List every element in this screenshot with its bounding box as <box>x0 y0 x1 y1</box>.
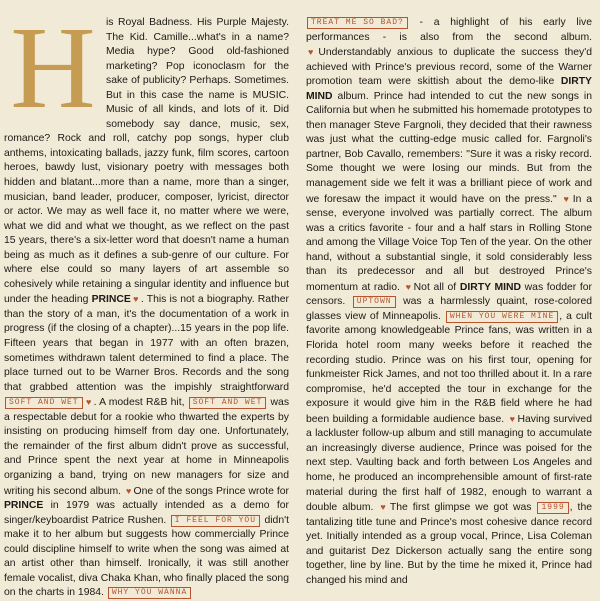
body-text: Not all of <box>413 281 460 293</box>
song-title-when-you-were-mine: WHEN YOU WERE MINE <box>446 311 558 323</box>
body-text: . This is not a biography. Rather than the story of a man, it's the documentation of a work in progress (if the closing of a chapter)...15 years in the pop life. Fifteen years that began in 1977 with an often brazen, sometimes withdrawn talent determined to find a place. The place turned out to be Warner Bros. Records and the song that grabbed attention was the impishly straightforward <box>4 294 289 393</box>
prince-name: PRINCE <box>91 294 131 306</box>
right-paragraph <box>306 16 592 588</box>
body-text: was a harmlessly quaint, rose-colored glasses view of Minneapolis. <box>306 296 593 322</box>
heart-icon: ♥ <box>308 47 317 58</box>
intro-text: is Royal Badness. His Purple Majesty. The Kid. Camille...what's in a name? Media hype? Good old-fashioned marketing? Pop iconoclasm for the sake of publicity? Perhaps. Sometimes. But in this case the name is MUSIC. Music of all kinds, and lots of it. Did somebody say dance, music, sex, romance? Rock and roll, catchy pop songs, hyper club anthems, intoxicating ballads, jazzy funk, film scores, cartoon heroes, bawdy lust, visionary poetry with messages both hidden and blatant...more than a name, more than a singer, musician, band leader, producer, composer, lyricist, director or actor. We may as well face it, no matter where we were, what we did and what we thought, as we reflect on the past 15 years, there's a six-letter word that doesn't name a human being as much as it defines a sub-genre of our culture. For where else could so many layers of art assemble so cohesively while retaining a singular identity and influence but under the heading <box>4 17 289 306</box>
body-text: Understandably anxious to duplicate the success they'd achieved with Prince's previous record, some of the Warner promotion team were skittish about the demo-like <box>306 47 592 88</box>
left-paragraph <box>4 2 290 601</box>
body-text: was a respectable debut for a rookie who thwarted the experts by insisting on producing himself from day one. Unfortunately, the remainder of the first album didn't prove as successful, and Prince spent the next year at home in Minneapolis organizing a band, trying on new managers for size and writing his second album. <box>4 397 290 497</box>
body-text: didn't make it to her album but suggests how commercially Prince could discipline himself to write when the song was aimed at an artist other than himself. Ironically, it was still another female vocalist, diva Chaka Khan, who finally placed the song on the charts in 1984. <box>4 514 289 599</box>
song-title-i-feel-for-you: I FEEL FOR YOU <box>171 515 260 527</box>
body-text: , the tantalizing title tune and Prince's most cohesive dance record yet. Initially intended as a group vocal, Prince, Lisa Coleman and guitarist Dez Dickerson actually sang the entire song together, line by line. But by the time he mixed it, Prince had changed his mind and <box>306 502 592 586</box>
dirty-mind-album-name: DIRTY MIND <box>459 281 522 293</box>
body-text: , a cult favorite among knowledgeable Prince fans, was written in a Florida hotel room many weeks before it reached the recording studio. Prince was on his first tour, opening for funkmeister Rick James, and not too thrilled about it. In a rare compromise, he'd accepted the tour in exchange for the exposure it would give him in the R&B field where he had been building a formidable audience base. <box>306 310 592 425</box>
song-title-uptown: UPTOWN <box>353 296 396 308</box>
song-title-soft-and-wet: SOFT AND WET <box>189 397 267 409</box>
body-text: was fodder for censors. <box>306 281 593 308</box>
heart-icon: ♥ <box>405 281 412 292</box>
heart-icon: ♥ <box>380 502 388 513</box>
body-text: Having survived a lackluster follow-up album and still managing to accumulate an increasingly diverse audience, Prince was poised for the next step. Vaulting back and forth between Los Angeles and home, he produced an incomprehensible amount of first-rate material during the first half of 1982, enough to warrant a double album. <box>306 413 592 514</box>
song-title-treat-me-so-bad: TREAT ME SO BAD? <box>307 17 408 29</box>
body-text: One of the songs Prince wrote for <box>133 485 289 497</box>
body-text: in 1979 was actually intended as a demo for singer/keyboardist Patrice Rushen. <box>4 500 289 526</box>
prince-album-name: PRINCE <box>4 500 44 512</box>
song-title-1999: 1999 <box>537 502 568 514</box>
heart-icon: ♥ <box>126 485 132 496</box>
song-title-why-you-wanna: WHY YOU WANNA <box>108 587 191 599</box>
heart-icon: ♥ <box>132 294 139 305</box>
heart-icon: ♥ <box>563 193 571 204</box>
heart-icon: ♥ <box>509 413 516 424</box>
body-text: . A modest R&B hit, <box>93 397 188 409</box>
heart-icon: ♥ <box>85 397 92 408</box>
dropcap-letter: H <box>10 2 96 133</box>
song-title-soft-and-wet: SOFT AND WET <box>5 397 83 409</box>
dirty-mind-album-name: DIRTY MIND <box>306 76 592 102</box>
body-text: The first glimpse we got was <box>389 502 537 514</box>
right-column <box>306 16 592 588</box>
body-text: - a highlight of his early live performances - is also from the second album. <box>306 17 592 43</box>
body-text: In a sense, everyone involved was partially correct. The album was a critics favorite - four and a half stars in Rolling Stone and among the Village Voice Top Ten of the year. On the other hand, without a substantial single, it sold considerably less than its predecessor and all but destroyed Prince's momentum at radio. <box>306 193 592 293</box>
body-text: album. Prince had intended to cut the new songs in California but when he submitted his homemade prototypes to then manager Steve Fargnoli, they decided that their rawness was just what the cutting-edge music called for. Fargnoli's partner, Bob Cavallo, remembers: "Sure it was a risky record. Some thought we were losing our minds. But from the management side we felt it was a brilliant piece of work and we foresaw the impact it would have on the press." <box>306 90 592 205</box>
left-column <box>4 2 290 601</box>
